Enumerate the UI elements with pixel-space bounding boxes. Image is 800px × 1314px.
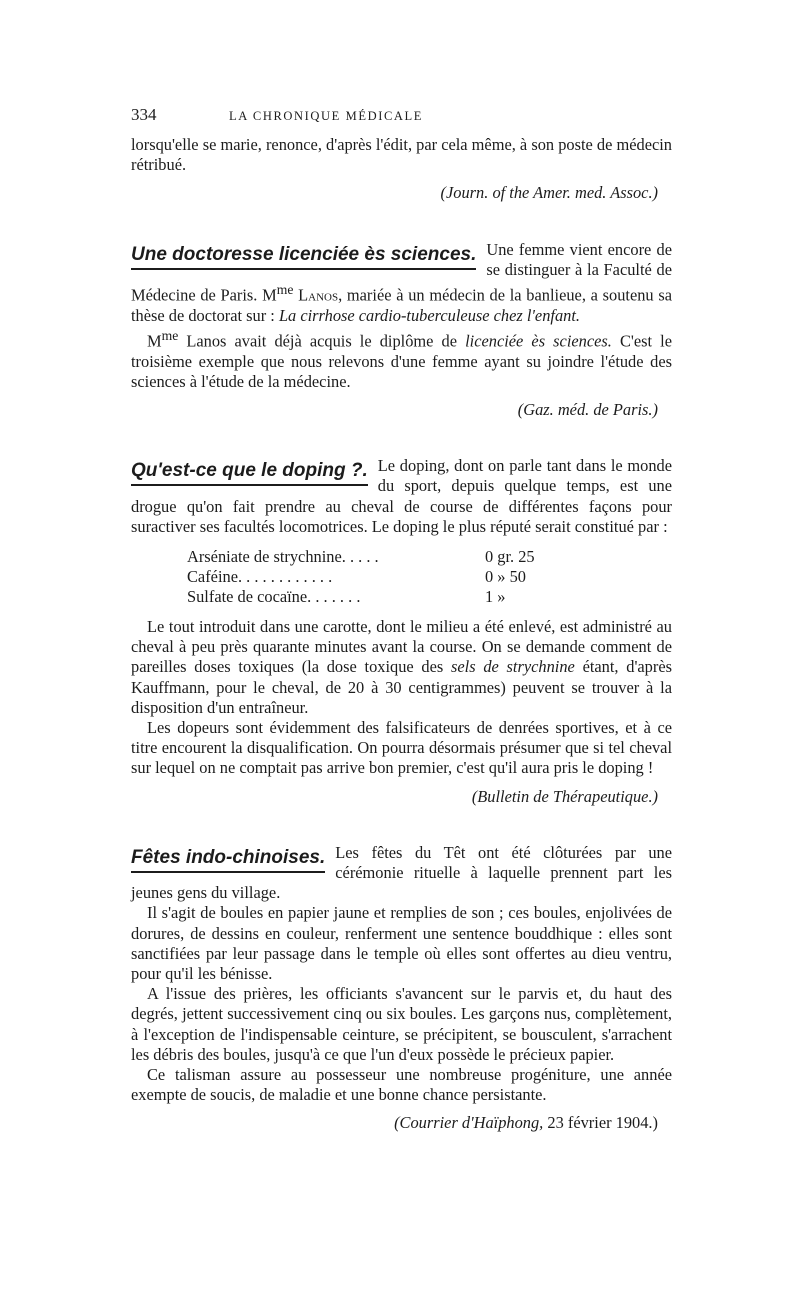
- running-title: LA CHRONIQUE MÉDICALE: [229, 109, 424, 123]
- section-fetes-source: (Courrier d'Haïphong, 23 février 1904.): [394, 1113, 658, 1133]
- section-doctoresse: [131, 240, 672, 421]
- intro-paragraph: lorsqu'elle se marie, renonce, d'après l'édit, par cela même, à son poste de médecin rétribué.: [131, 135, 672, 175]
- section-doping-paragraph-3: Les dopeurs sont évidemment des falsificateurs de denrées sportives, et à ce titre encourent la disqualification. On pourra désormais présumer que si tel cheval sur lequel on ne comptait pas arrive bon premier, c'est qu'il aura pris le doping !: [131, 718, 672, 778]
- section-fetes-paragraph-4: Ce talisman assure au possesseur une nombreuse progéniture, une année exempte de soucis, de maladie et une bonne chance persistante.: [131, 1065, 672, 1105]
- page-header: [131, 105, 672, 127]
- formula-row: Caféine. . . . . . . . . . . . 0 » 50: [187, 566, 526, 586]
- section-doctoresse-paragraph-1: Une femme vient encore de se distinguer à la Faculté de Médecine de Paris. $M^{me}$ Lanos, mariée à un médecin de la banlieue, a soutenu sa thèse de doctorat sur : La cirrhose cardio-tuberculeuse chez l'enfant.: [131, 239, 672, 325]
- section-doping: [131, 456, 672, 807]
- formula-row: Arséniate de strychnine. . . . . 0 gr. 25: [187, 546, 535, 566]
- section-heading-doping: Qu'est-ce que le doping ?.: [131, 460, 368, 486]
- section-heading-doctoresse: Une doctoresse licenciée ès sciences.: [131, 244, 476, 270]
- section-doctoresse-paragraph-2: $M^{me}$ Lanos avait déjà acquis le diplôme de licenciée ès sciences. C'est le troisième exemple que nous relevons d'une femme ayant su joindre l'étude des sciences à l'étude de la médecine.: [131, 327, 672, 391]
- section-fetes-paragraph-1: Les fêtes du Têt ont été clôturées par une cérémonie rituelle à laquelle prennent part les jeunes gens du village.: [131, 842, 672, 903]
- document-page: [131, 105, 672, 1134]
- page-number: 334: [131, 105, 157, 124]
- section-doping-source: (Bulletin de Thérapeutique.): [471, 786, 658, 806]
- section-doping-paragraph-2: Le tout introduit dans une carotte, dont le milieu a été enlevé, est administré au cheval à peu près quarante minutes avant la course. On se demande comment de pareilles doses toxiques (la dose toxique des sels de strychnine étant, d'après Kauffmann, pour le cheval, de 20 à 30 centigrammes) peuvent se trouver à la disposition d'un entraîneur.: [131, 616, 672, 717]
- section-fetes-paragraph-3: A l'issue des prières, les officiants s'avancent sur le parvis et, du haut des degrés, jettent successivement cinq ou six boules. Les garçons nus, complètement, à l'exception de l'indispensable ceinture, se précipitent, se bousculent, s'arrachent les débris des boules, jusqu'à ce que l'un d'eux possède le précieux papier.: [131, 984, 672, 1064]
- formula-row: Sulfate de cocaïne. . . . . . . 1 »: [187, 586, 506, 606]
- section-fetes: [131, 843, 672, 1134]
- section-heading-fetes: Fêtes indo-chinoises.: [131, 847, 325, 873]
- section-fetes-paragraph-2: Il s'agit de boules en papier jaune et remplies de son ; ces boules, enjolivées de dorures, de dessins en couleur, renferment une sentence bouddhique : elles sont sanctifiées par leur passage dans le temple où elles sont offertes au dieu ventru, pour qu'il les bénisse.: [131, 903, 672, 984]
- intro-source: (Journ. of the Amer. med. Assoc.): [440, 183, 658, 203]
- section-doping-paragraph-1: Le doping, dont on parle tant dans le monde du sport, depuis quelque temps, est une drogue qu'on fait prendre au cheval de course de différentes façons pour suractiver ses facultés locomotrices. Le doping le plus réputé serait constitué par :: [131, 456, 672, 536]
- doping-formula-table: [187, 547, 565, 607]
- section-doctoresse-source: (Gaz. méd. de Paris.): [517, 399, 658, 419]
